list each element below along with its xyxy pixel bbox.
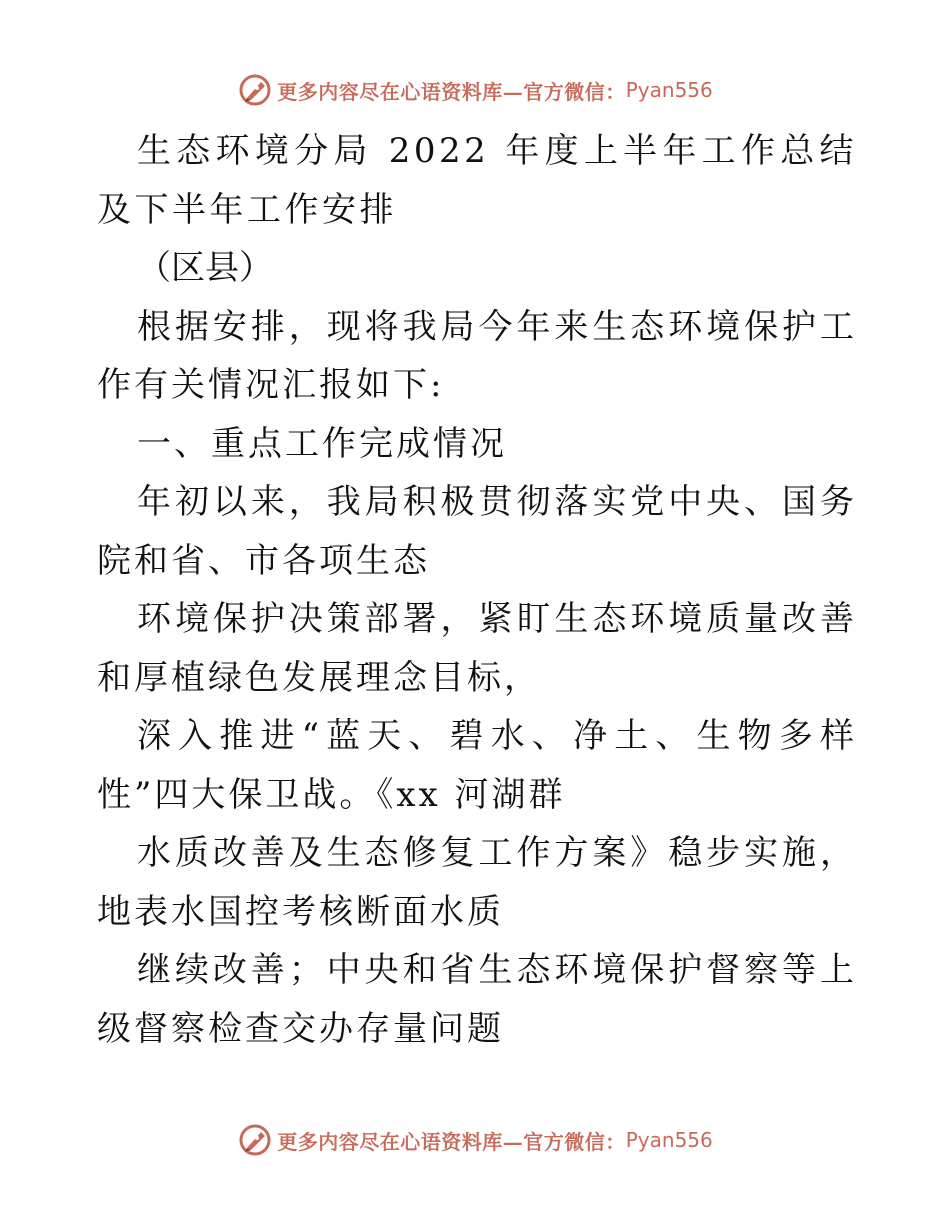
watermark-header xyxy=(0,70,950,110)
document-subtitle: （区县） xyxy=(137,248,273,288)
watermark-footer xyxy=(0,1120,950,1160)
watermark-text: 更多内容尽在心语资料库—官方微信： xyxy=(277,79,626,104)
document-body xyxy=(97,122,857,1058)
pen-logo-icon xyxy=(237,1122,273,1158)
paragraph: 水质改善及生态修复工作方案》稳步实施，地表水国控考核断面水质 xyxy=(97,833,857,932)
paragraph: 深入推进“蓝天、碧水、净土、生物多样性”四大保卫战。《xx 河湖群 xyxy=(97,716,857,815)
pen-logo-icon xyxy=(237,72,273,108)
paragraph: 年初以来，我局积极贯彻落实党中央、国务院和省、市各项生态 xyxy=(97,482,857,581)
paragraph: 根据安排，现将我局今年来生态环境保护工作有关情况汇报如下: xyxy=(97,306,857,405)
section-heading: 一、重点工作完成情况 xyxy=(137,423,507,464)
paragraph: 环境保护决策部署，紧盯生态环境质量改善和厚植绿色发展理念目标， xyxy=(97,599,857,698)
paragraph: 继续改善；中央和省生态环境保护督察等上级督察检查交办存量问题 xyxy=(97,950,857,1049)
watermark-handle: Pyan556 xyxy=(625,1128,713,1152)
watermark-handle: Pyan556 xyxy=(625,78,713,102)
watermark-text: 更多内容尽在心语资料库—官方微信： xyxy=(277,1129,626,1154)
document-title: 生态环境分局 2022 年度上半年工作总结及下半年工作安排 xyxy=(97,131,857,230)
